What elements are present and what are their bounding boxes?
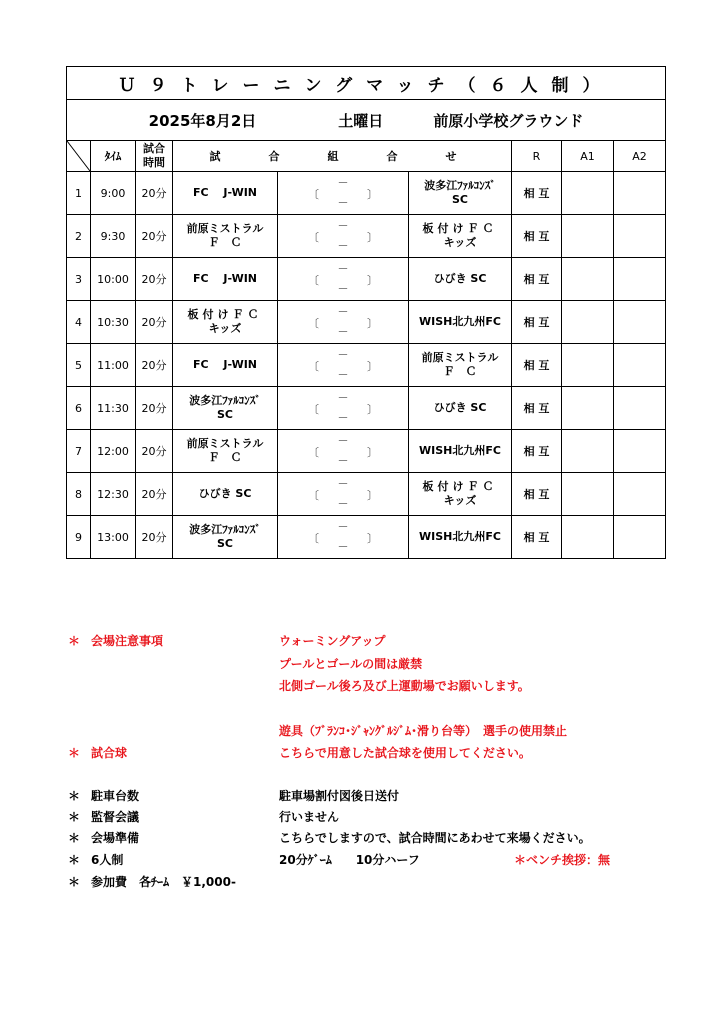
note-line bbox=[66, 829, 666, 847]
note-value: ウォーミングアップ bbox=[279, 634, 386, 648]
note-line bbox=[66, 655, 666, 673]
home-team bbox=[173, 215, 278, 258]
away-team-line: 板付けＦＣ bbox=[422, 480, 498, 493]
bracket-right: 〕 bbox=[367, 188, 378, 201]
bracket-left: 〔 bbox=[308, 231, 319, 244]
home-team-line: 前原ミストラル bbox=[186, 437, 264, 450]
header-duration-bottom: 時間 bbox=[143, 156, 165, 169]
bracket-left: 〔 bbox=[308, 489, 319, 502]
score-dash: － bbox=[337, 434, 349, 447]
home-team bbox=[173, 344, 278, 387]
note-bullet: ＊ bbox=[68, 746, 81, 760]
a1-cell bbox=[562, 344, 614, 387]
note-value: 行いません bbox=[279, 810, 340, 824]
score-dash: － bbox=[337, 196, 349, 209]
referee-cell: 相 互 bbox=[512, 516, 562, 559]
header-time: ﾀｲﾑ bbox=[91, 141, 136, 172]
match-duration: 20分 bbox=[136, 172, 173, 215]
bracket-right: 〕 bbox=[367, 489, 378, 502]
event-date: 2025年8月2日 bbox=[148, 111, 257, 130]
score-dash: － bbox=[337, 262, 349, 275]
note-value: 20分ｹﾞｰﾑ 10分ハーフ bbox=[279, 853, 420, 867]
a2-cell bbox=[614, 473, 666, 516]
score-dash: － bbox=[337, 477, 349, 490]
away-team-line: ひびき SC bbox=[433, 272, 487, 285]
a1-cell bbox=[562, 430, 614, 473]
header-matchup bbox=[173, 141, 512, 172]
match-number: 9 bbox=[67, 516, 91, 559]
score-dash: － bbox=[337, 368, 349, 381]
score-dash: － bbox=[337, 540, 349, 553]
score-dash: － bbox=[337, 520, 349, 533]
a2-cell bbox=[614, 215, 666, 258]
score-box bbox=[278, 215, 409, 258]
a1-cell bbox=[562, 258, 614, 301]
score-dash: － bbox=[337, 497, 349, 510]
a1-cell bbox=[562, 172, 614, 215]
note-label: 会場準備 bbox=[91, 831, 140, 845]
note-bullet: ＊ bbox=[68, 853, 81, 867]
match-duration: 20分 bbox=[136, 387, 173, 430]
event-info bbox=[67, 100, 666, 141]
away-team-line: 前原ミストラル bbox=[421, 351, 499, 364]
match-time: 9:30 bbox=[91, 215, 136, 258]
home-team-line: Ｆ Ｃ bbox=[208, 451, 242, 464]
score-dash: － bbox=[337, 411, 349, 424]
note-label: 試合球 bbox=[91, 746, 128, 760]
note-bullet: ＊ bbox=[68, 634, 81, 648]
home-team bbox=[173, 387, 278, 430]
a2-cell bbox=[614, 387, 666, 430]
score-dash: － bbox=[337, 219, 349, 232]
corner-diagonal-cell bbox=[67, 141, 91, 172]
note-extra: ＊ベンチ挨拶：無 bbox=[514, 853, 611, 867]
note-value: プールとゴールの間は厳禁 bbox=[279, 657, 423, 671]
bracket-right: 〕 bbox=[367, 317, 378, 330]
note-line bbox=[66, 744, 666, 762]
note-line bbox=[66, 851, 666, 869]
a2-cell bbox=[614, 344, 666, 387]
away-team-line: キッズ bbox=[443, 236, 477, 249]
match-row bbox=[67, 473, 666, 516]
note-line bbox=[66, 700, 666, 718]
away-team-line: ひびき SC bbox=[433, 401, 487, 414]
match-time: 10:00 bbox=[91, 258, 136, 301]
away-team-line: キッズ bbox=[443, 494, 477, 507]
away-team-line: 板付けＦＣ bbox=[422, 222, 498, 235]
home-team-line: 波多江ﾌｧﾙｺﾝｽﾞ bbox=[189, 523, 261, 536]
note-line bbox=[66, 722, 666, 740]
away-team bbox=[409, 215, 512, 258]
referee-cell: 相 互 bbox=[512, 430, 562, 473]
match-duration: 20分 bbox=[136, 430, 173, 473]
away-team bbox=[409, 301, 512, 344]
match-number: 6 bbox=[67, 387, 91, 430]
score-dash: － bbox=[337, 305, 349, 318]
bracket-right: 〕 bbox=[367, 274, 378, 287]
home-team bbox=[173, 258, 278, 301]
event-venue: 前原小学校グラウンド bbox=[433, 111, 584, 130]
match-number: 8 bbox=[67, 473, 91, 516]
bracket-right: 〕 bbox=[367, 231, 378, 244]
away-team bbox=[409, 344, 512, 387]
page-title: Ｕ９トレーニングマッチ（６人制） bbox=[67, 67, 666, 100]
a2-cell bbox=[614, 172, 666, 215]
referee-cell: 相 互 bbox=[512, 344, 562, 387]
score-dash: － bbox=[337, 454, 349, 467]
note-value: 北側ゴール後ろ及び上運動場でお願いします。 bbox=[279, 679, 530, 693]
match-duration: 20分 bbox=[136, 344, 173, 387]
a1-cell bbox=[562, 516, 614, 559]
match-row bbox=[67, 516, 666, 559]
note-bullet: ＊ bbox=[68, 810, 81, 824]
header-referee: R bbox=[512, 141, 562, 172]
score-box bbox=[278, 430, 409, 473]
schedule-table bbox=[66, 66, 666, 559]
home-team-line: Ｆ Ｃ bbox=[208, 236, 242, 249]
match-time: 9:00 bbox=[91, 172, 136, 215]
score-dash: － bbox=[337, 391, 349, 404]
match-time: 12:00 bbox=[91, 430, 136, 473]
note-line bbox=[66, 808, 666, 826]
home-team bbox=[173, 430, 278, 473]
score-dash: － bbox=[337, 176, 349, 189]
away-team bbox=[409, 387, 512, 430]
note-bullet: ＊ bbox=[68, 789, 81, 803]
home-team-line: 波多江ﾌｧﾙｺﾝｽﾞ bbox=[189, 394, 261, 407]
bracket-left: 〔 bbox=[308, 317, 319, 330]
match-time: 11:30 bbox=[91, 387, 136, 430]
score-dash: － bbox=[337, 348, 349, 361]
note-label: 駐車台数 bbox=[91, 789, 140, 803]
bracket-right: 〕 bbox=[367, 360, 378, 373]
away-team-line: WISH北九州FC bbox=[419, 530, 501, 543]
header-a1: A1 bbox=[562, 141, 614, 172]
score-box bbox=[278, 387, 409, 430]
match-time: 10:30 bbox=[91, 301, 136, 344]
match-time: 13:00 bbox=[91, 516, 136, 559]
match-duration: 20分 bbox=[136, 258, 173, 301]
home-team-line: 板付けＦＣ bbox=[187, 308, 263, 321]
a1-cell bbox=[562, 473, 614, 516]
away-team bbox=[409, 430, 512, 473]
referee-cell: 相 互 bbox=[512, 387, 562, 430]
note-line bbox=[66, 873, 666, 891]
match-row bbox=[67, 344, 666, 387]
match-row bbox=[67, 258, 666, 301]
home-team-line: FC J-WIN bbox=[192, 358, 257, 371]
score-box bbox=[278, 473, 409, 516]
match-number: 4 bbox=[67, 301, 91, 344]
score-box bbox=[278, 172, 409, 215]
note-line bbox=[66, 632, 666, 650]
a2-cell bbox=[614, 430, 666, 473]
match-row bbox=[67, 172, 666, 215]
note-label: 会場注意事項 bbox=[91, 634, 164, 648]
referee-cell: 相 互 bbox=[512, 258, 562, 301]
bracket-left: 〔 bbox=[308, 403, 319, 416]
a2-cell bbox=[614, 301, 666, 344]
note-value: こちらで用意した試合球を使用してください。 bbox=[279, 746, 531, 760]
match-time: 12:30 bbox=[91, 473, 136, 516]
match-time: 11:00 bbox=[91, 344, 136, 387]
referee-cell: 相 互 bbox=[512, 301, 562, 344]
match-duration: 20分 bbox=[136, 215, 173, 258]
note-bullet: ＊ bbox=[68, 875, 81, 889]
note-value: 遊具（ﾌﾞﾗﾝｺ･ｼﾞｬﾝｸﾞﾙｼﾞﾑ･滑り台等） 選手の使用禁止 bbox=[279, 724, 568, 738]
header-a2: A2 bbox=[614, 141, 666, 172]
score-box bbox=[278, 516, 409, 559]
home-team-line: SC bbox=[217, 408, 233, 421]
bracket-left: 〔 bbox=[308, 360, 319, 373]
bracket-left: 〔 bbox=[308, 532, 319, 545]
bracket-left: 〔 bbox=[308, 188, 319, 201]
away-team-line: 波多江ﾌｧﾙｺﾝｽﾞ bbox=[424, 179, 496, 192]
note-label: 監督会議 bbox=[91, 810, 140, 824]
away-team bbox=[409, 258, 512, 301]
note-line bbox=[66, 787, 666, 805]
match-number: 7 bbox=[67, 430, 91, 473]
match-number: 5 bbox=[67, 344, 91, 387]
referee-cell: 相 互 bbox=[512, 172, 562, 215]
score-dash: － bbox=[337, 282, 349, 295]
bracket-left: 〔 bbox=[308, 446, 319, 459]
header-matchup-label: 試合組合せ bbox=[209, 150, 505, 163]
match-number: 3 bbox=[67, 258, 91, 301]
a1-cell bbox=[562, 215, 614, 258]
bracket-right: 〕 bbox=[367, 446, 378, 459]
away-team bbox=[409, 172, 512, 215]
match-duration: 20分 bbox=[136, 516, 173, 559]
a2-cell bbox=[614, 258, 666, 301]
match-duration: 20分 bbox=[136, 301, 173, 344]
a2-cell bbox=[614, 516, 666, 559]
match-row bbox=[67, 430, 666, 473]
note-value: 駐車場割付図後日送付 bbox=[279, 789, 400, 803]
note-value: こちらでしますので、試合時間にあわせて来場ください。 bbox=[279, 831, 591, 845]
home-team-line: SC bbox=[217, 537, 233, 550]
header-duration bbox=[136, 141, 173, 172]
match-number: 2 bbox=[67, 215, 91, 258]
home-team-line: 前原ミストラル bbox=[186, 222, 264, 235]
home-team-line: FC J-WIN bbox=[192, 186, 257, 199]
home-team bbox=[173, 473, 278, 516]
bracket-left: 〔 bbox=[308, 274, 319, 287]
home-team-line: FC J-WIN bbox=[192, 272, 257, 285]
match-duration: 20分 bbox=[136, 473, 173, 516]
bracket-right: 〕 bbox=[367, 403, 378, 416]
away-team-line: Ｆ Ｃ bbox=[443, 365, 477, 378]
score-box bbox=[278, 301, 409, 344]
home-team bbox=[173, 172, 278, 215]
referee-cell: 相 互 bbox=[512, 215, 562, 258]
referee-cell: 相 互 bbox=[512, 473, 562, 516]
away-team-line: WISH北九州FC bbox=[419, 444, 501, 457]
score-dash: － bbox=[337, 325, 349, 338]
home-team-line: キッズ bbox=[208, 322, 242, 335]
home-team bbox=[173, 301, 278, 344]
match-row bbox=[67, 215, 666, 258]
score-dash: － bbox=[337, 239, 349, 252]
header-duration-top: 試合 bbox=[143, 142, 165, 155]
note-label: 6人制 bbox=[91, 853, 124, 867]
away-team-line: SC bbox=[452, 193, 468, 206]
note-line bbox=[66, 677, 666, 695]
a1-cell bbox=[562, 387, 614, 430]
score-box bbox=[278, 344, 409, 387]
score-box bbox=[278, 258, 409, 301]
home-team-line: ひびき SC bbox=[198, 487, 252, 500]
bracket-right: 〕 bbox=[367, 532, 378, 545]
match-number: 1 bbox=[67, 172, 91, 215]
away-team-line: WISH北九州FC bbox=[419, 315, 501, 328]
away-team bbox=[409, 516, 512, 559]
match-row bbox=[67, 301, 666, 344]
note-line bbox=[66, 769, 666, 787]
event-weekday: 土曜日 bbox=[338, 111, 384, 130]
home-team bbox=[173, 516, 278, 559]
match-row bbox=[67, 387, 666, 430]
away-team bbox=[409, 473, 512, 516]
a1-cell bbox=[562, 301, 614, 344]
note-label: 参加費 各ﾁｰﾑ ￥1,000- bbox=[91, 875, 236, 889]
note-bullet: ＊ bbox=[68, 831, 81, 845]
